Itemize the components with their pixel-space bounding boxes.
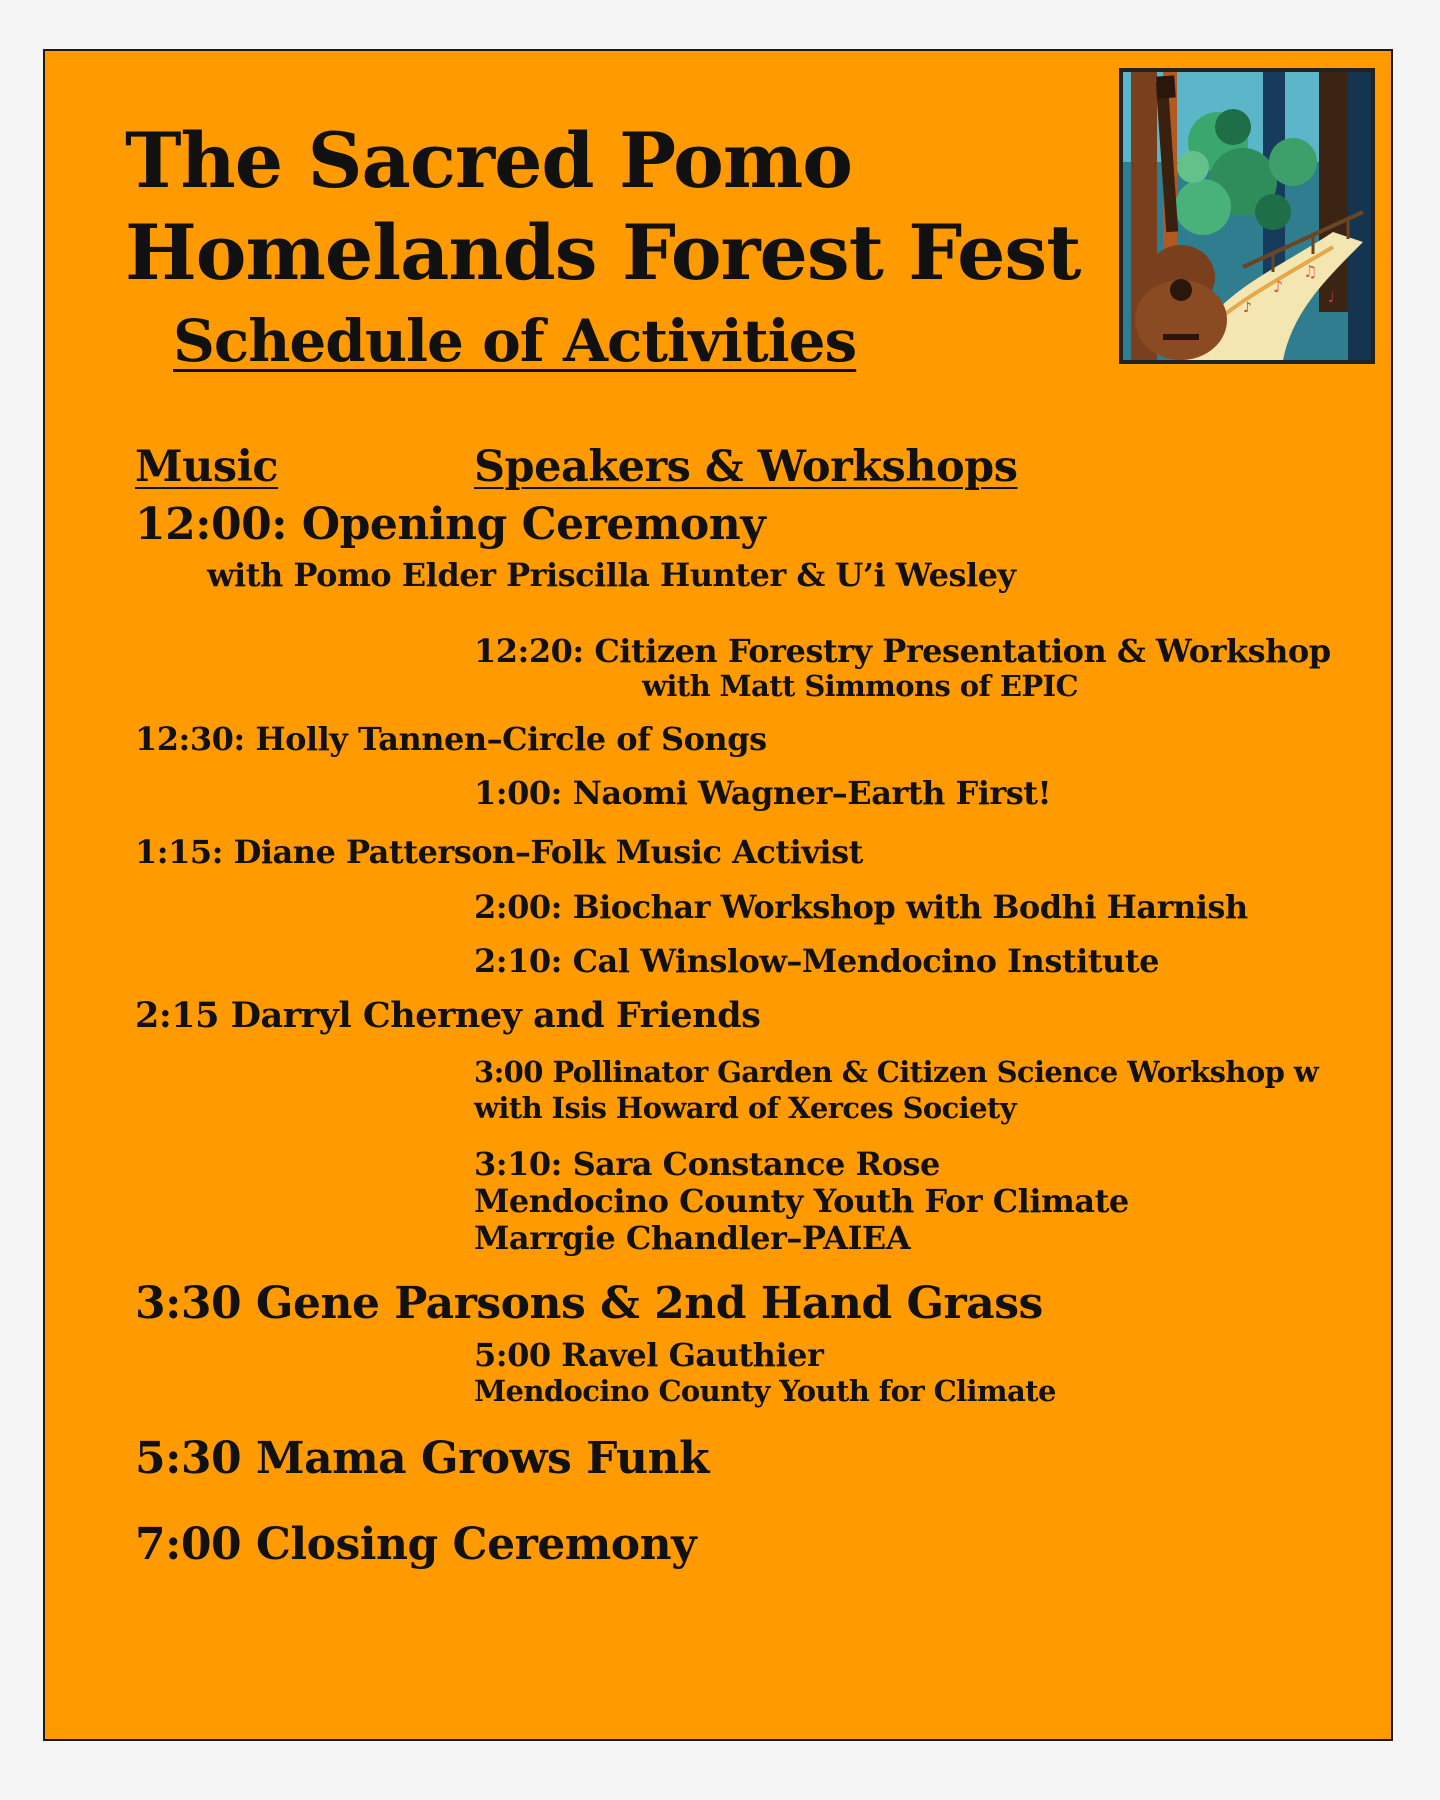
mama-grows-funk-item: 5:30 Mama Grows Funk [135, 1433, 710, 1484]
biochar-workshop-item: 2:00: Biochar Workshop with Bodhi Harnish [474, 888, 1248, 926]
forestry-workshop-title: 12:20: Citizen Forestry Presentation & Workshop [474, 632, 1331, 670]
svg-text:♫: ♫ [1303, 262, 1318, 281]
sara-rose-line-2: Mendocino County Youth For Climate [474, 1182, 1129, 1220]
sara-rose-line-1: 3:10: Sara Constance Rose [474, 1145, 940, 1183]
svg-text:♪: ♪ [1243, 300, 1252, 316]
opening-ceremony-title: 12:00: Opening Ceremony [135, 499, 766, 550]
svg-text:♩: ♩ [1328, 290, 1335, 306]
opening-ceremony-detail: with Pomo Elder Priscilla Hunter & U’i Wesley [207, 556, 1016, 594]
pollinator-workshop-title: 3:00 Pollinator Garden & Citizen Science Workshop w [474, 1055, 1319, 1089]
guitar-forest-illustration-icon [1119, 68, 1375, 364]
guitar-forest-svg [1123, 72, 1371, 360]
cal-winslow-item: 2:10: Cal Winslow–Mendocino Institute [474, 942, 1159, 980]
pollinator-workshop-detail: with Isis Howard of Xerces Society [474, 1091, 1016, 1125]
svg-text:♪: ♪ [1273, 277, 1284, 296]
naomi-wagner-item: 1:00: Naomi Wagner–Earth First! [474, 774, 1052, 812]
sara-rose-line-3: Marrgie Chandler–PAIEA [474, 1219, 911, 1257]
ravel-gauthier-line-1: 5:00 Ravel Gauthier [474, 1336, 824, 1374]
darryl-cherney-item: 2:15 Darryl Cherney and Friends [135, 995, 761, 1036]
speakers-column-heading: Speakers & Workshops [474, 442, 1018, 492]
gene-parsons-item: 3:30 Gene Parsons & 2nd Hand Grass [135, 1278, 1043, 1329]
poster-title-line-2: Homelands Forest Fest [125, 208, 1081, 297]
poster-subtitle: Schedule of Activities [173, 307, 857, 375]
holly-tannen-item: 12:30: Holly Tannen–Circle of Songs [135, 720, 767, 758]
festival-poster [43, 49, 1393, 1741]
diane-patterson-item: 1:15: Diane Patterson–Folk Music Activist [135, 833, 863, 871]
forestry-workshop-detail: with Matt Simmons of EPIC [642, 669, 1078, 703]
music-column-heading: Music [135, 442, 279, 492]
ravel-gauthier-line-2: Mendocino County Youth for Climate [474, 1374, 1056, 1408]
poster-title-line-1: The Sacred Pomo [125, 116, 852, 205]
poster-title [125, 115, 1080, 299]
closing-ceremony-item: 7:00 Closing Ceremony [135, 1519, 697, 1570]
